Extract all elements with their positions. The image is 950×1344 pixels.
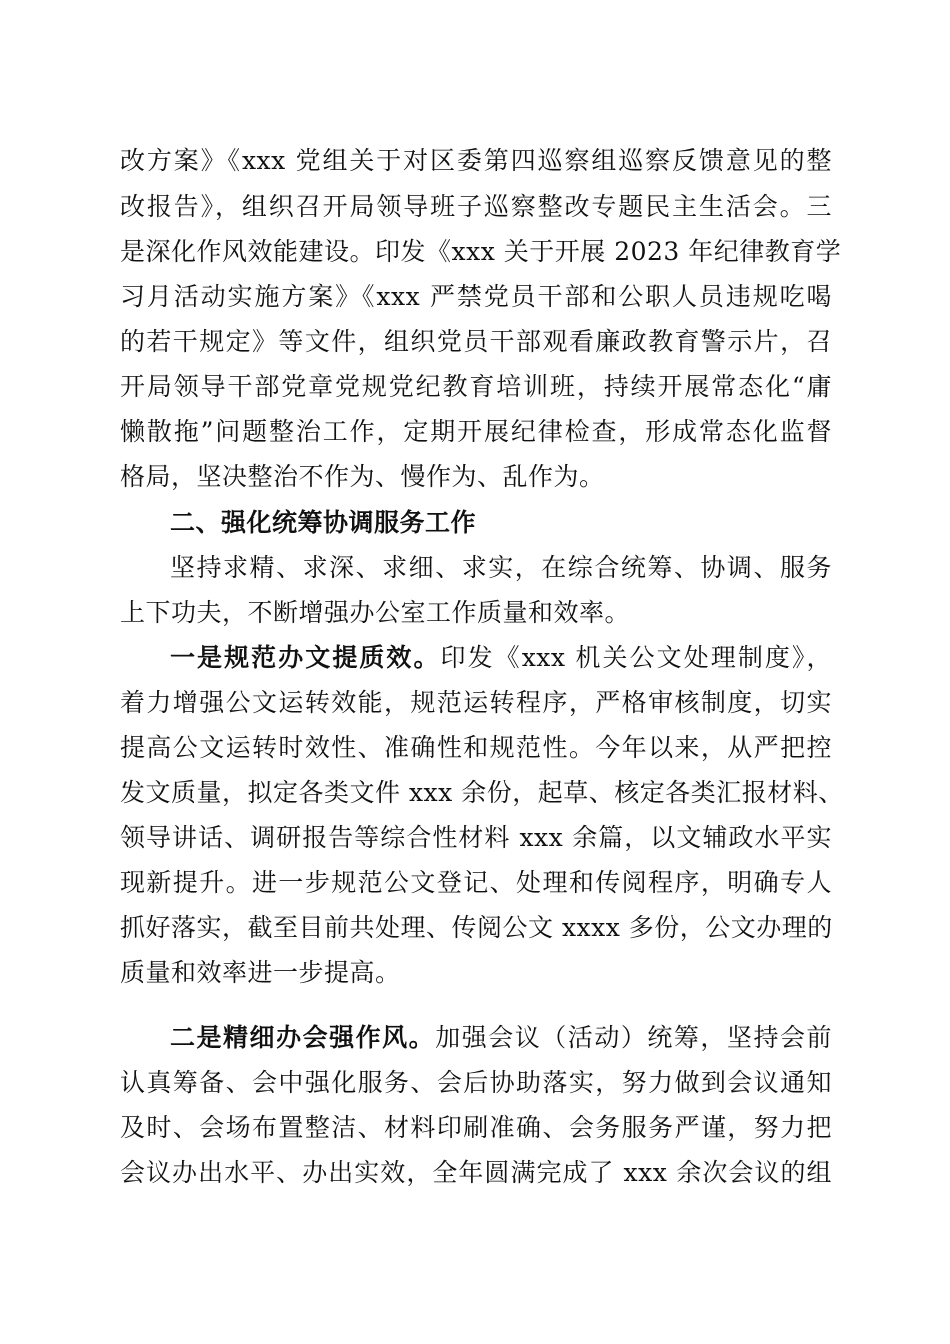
paragraph-line: 会议办出水平、办出实效，全年圆满完成了 xxx 余次会议的组 xyxy=(120,1158,832,1187)
paragraph-line: 上下功夫，不断增强办公室工作质量和效率。 xyxy=(120,598,631,627)
paragraph-lead: 一是规范办文提质效。 xyxy=(170,643,441,672)
paragraph-line: 发文质量，拟定各类文件 xxx 余份，起草、核定各类汇报材料、 xyxy=(120,778,844,807)
paragraph-line: 认真筹备、会中强化服务、会后协助落实，努力做到会议通知 xyxy=(120,1068,832,1097)
paragraph-line: 质量和效率进一步提高。 xyxy=(120,958,401,987)
paragraph-line: 格局，坚决整治不作为、慢作为、乱作为。 xyxy=(120,462,605,491)
paragraph-line: 领导讲话、调研报告等综合性材料 xxx 余篇，以文辅政水平实 xyxy=(120,823,832,852)
paragraph-first-line xyxy=(170,1018,832,1058)
paragraph-line: 是深化作风效能建设。印发《xxx 关于开展 2023 年纪律教育学 xyxy=(120,237,842,266)
paragraph-line: 改报告》，组织召开局领导班子巡察整改专题民主生活会。三 xyxy=(120,192,832,221)
paragraph-line: 改方案》《xxx 党组关于对区委第四巡察组巡察反馈意见的整 xyxy=(120,146,832,175)
paragraph-line: 现新提升。进一步规范公文登记、处理和传阅程序，明确专人 xyxy=(120,868,832,897)
paragraph-line: 及时、会场布置整洁、材料印刷准确、会务服务严谨，努力把 xyxy=(120,1113,832,1142)
section-heading: 二、强化统筹协调服务工作 xyxy=(170,508,477,537)
paragraph-line: 的若干规定》等文件，组织党员干部观看廉政教育警示片，召 xyxy=(120,327,832,356)
paragraph-first-rest: 加强会议（活动）统筹，坚持会前 xyxy=(435,1023,832,1052)
paragraph-first-rest: 印发《xxx 机关公文处理制度》， xyxy=(440,643,832,672)
paragraph-line: 开局领导干部党章党规党纪教育培训班，持续开展常态化“庸 xyxy=(120,372,832,401)
paragraph-line: 着力增强公文运转效能，规范运转程序，严格审核制度，切实 xyxy=(120,688,832,717)
paragraph-line: 习月活动实施方案》《xxx 严禁党员干部和公职人员违规吃喝 xyxy=(120,282,832,311)
paragraph-line: 懒散拖”问题整治工作，定期开展纪律检查，形成常态化监督 xyxy=(120,417,832,446)
paragraph-line: 提高公文运转时效性、准确性和规范性。今年以来，从严把控 xyxy=(120,733,832,762)
paragraph-lead: 二是精细办会强作风。 xyxy=(170,1023,436,1052)
paragraph-line: 抓好落实，截至目前共处理、传阅公文 xxxx 多份，公文办理的 xyxy=(120,913,833,942)
paragraph-first-line xyxy=(170,638,832,678)
paragraph-line: 坚持求精、求深、求细、求实，在综合统筹、协调、服务 xyxy=(170,553,832,582)
